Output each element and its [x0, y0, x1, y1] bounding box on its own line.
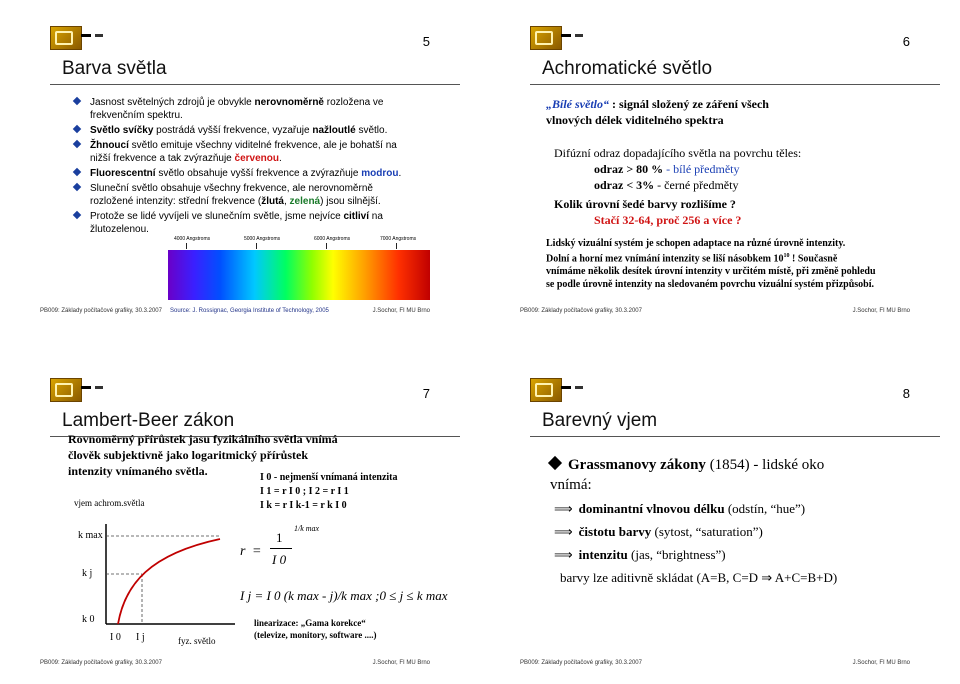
diamond-bullet-icon: [548, 456, 562, 470]
text-line: Stačí 32-64, proč 256 a více ?: [594, 213, 742, 227]
footer-course: PB009: Základy počítačové grafiky, 30.3.2007: [520, 308, 642, 314]
i0-axis-label: I 0: [110, 632, 121, 643]
text-line: ⟹ intenzitu (jas, “brightness”): [554, 547, 726, 562]
text-line: Kolik úrovní šedé barvy rozlišíme ?: [554, 197, 736, 211]
list-item: Žhnoucí světlo emituje všechny viditelné frekvence, ale je bohatší na nižší frekvence a tak zvýrazňuje červenou.: [74, 139, 414, 165]
diamond-bullet-icon: [73, 97, 81, 105]
spectrum-tick: [396, 243, 397, 249]
list-item: Jasnost světelných zdrojů je obvykle nerovnoměrně rozložena ve frekvenčním spektru.: [74, 96, 414, 122]
response-curve: [118, 539, 220, 624]
text-line: I 0 - nejmenší vnímaná intenzita: [260, 472, 398, 483]
kmax-label: k max: [78, 530, 103, 541]
list-item: Světlo svíčky postrádá vyšší frekvence, vyzařuje nažloutlé světlo.: [74, 124, 414, 137]
text-line: se podle úrovně intenzity na sledovaném povrchu vizuální systém přizpůsobí.: [546, 279, 874, 290]
slide-title: Lambert-Beer zákon: [62, 410, 235, 431]
page-number: 5: [422, 34, 430, 49]
text-line: Lidský vizuální systém je schopen adaptace na různé úrovně intenzity.: [546, 238, 846, 249]
formula-r: r = 1 I 0 1/k max: [240, 524, 320, 567]
visible-spectrum: [168, 250, 430, 300]
text-line: „Bílé světlo“ : signál složený ze záření všech: [546, 97, 769, 111]
footer-source: Source: J. Rossignac, Georgia Institute of Technology, 2005: [170, 308, 329, 314]
slide-title: Barevný vjem: [542, 410, 658, 431]
footer-course: PB009: Základy počítačové grafiky, 30.3.2007: [40, 660, 162, 666]
footer-author: J.Sochor, FI MU Brno: [372, 308, 430, 314]
text-line: ⟹ čistotu barvy (sytost, “saturation”): [554, 524, 763, 539]
spectrum-figure: [168, 236, 430, 296]
logo-icon: [530, 378, 562, 402]
list-item: Sluneční světlo obsahuje všechny frekvence, ale nerovnoměrně rozložené intenzity: střední frekvence (žlutá, zelená) jsou silnější.: [74, 182, 414, 208]
text-line: vnímáme několik desítek úrovní intenzity v určitém místě, při změně pohledu: [546, 266, 876, 277]
x-axis-label: fyz. světlo: [178, 636, 216, 646]
diamond-bullet-icon: [73, 211, 81, 219]
kj-label: k j: [82, 568, 93, 579]
page-number: 6: [902, 34, 910, 49]
k0-label: k 0: [82, 614, 95, 625]
diamond-bullet-icon: [73, 125, 81, 133]
diamond-bullet-icon: [73, 140, 81, 148]
spectrum-label: 6000 Angstroms: [314, 236, 351, 242]
footer-author: J.Sochor, FI MU Brno: [852, 660, 910, 666]
spectrum-tick: [326, 243, 327, 249]
spectrum-label: 7000 Angstroms: [380, 236, 417, 242]
footer-author: J.Sochor, FI MU Brno: [852, 308, 910, 314]
text-line: odraz < 3% - černé předměty: [594, 178, 739, 192]
title-rule: [50, 84, 460, 85]
text-line: I k = r I k-1 = r k I 0: [260, 500, 347, 511]
text-line: intenzity vnímaného světla.: [68, 464, 208, 478]
arrow-icon: ⟹: [554, 501, 573, 516]
text-line: Grassmanovy zákony (1854) - lidské oko: [550, 457, 824, 474]
footer-course: PB009: Základy počítačové grafiky, 30.3.2007: [520, 660, 642, 666]
logo-icon: [530, 26, 562, 50]
text-line: Difúzní odraz dopadajícího světla na povrchu těles:: [554, 146, 802, 160]
footer-author: J.Sochor, FI MU Brno: [372, 660, 430, 666]
slide-6: [490, 4, 940, 326]
text-line: odraz > 80 % - bílé předměty: [594, 162, 740, 176]
spectrum-tick: [256, 243, 257, 249]
page-number: 7: [422, 386, 430, 401]
page-number: 8: [902, 386, 910, 401]
logo-icon: [50, 26, 82, 50]
text-line: linearizace: „Gama korekce“: [254, 618, 366, 628]
spectrum-label: 4000 Angstroms: [174, 236, 211, 242]
text-line: I 1 = r I 0 ; I 2 = r I 1: [260, 486, 349, 497]
spectrum-label: 5000 Angstroms: [244, 236, 281, 242]
text-line: vlnových délek viditelného spektra: [546, 113, 724, 127]
diamond-bullet-icon: [73, 183, 81, 191]
title-rule: [530, 84, 940, 85]
text-line: Dolní a horní mez vnímání intenzity se liší násobkem $10^{10}$ ! Současně: [546, 253, 838, 265]
text-line: člověk subjektivně jako logaritmický přírůstek: [68, 448, 308, 462]
arrow-icon: ⟹: [554, 524, 573, 539]
title-rule: [530, 436, 940, 437]
text-line: ⟹ dominantní vlnovou délku (odstín, “hue”): [554, 501, 806, 516]
slide-5: [10, 4, 460, 326]
slide-8: [490, 356, 940, 678]
y-axis-label: vjem achrom.světla: [74, 498, 145, 508]
list-item: Protože se lidé vyvíjeli ve slunečním světle, jsme nejvíce citliví na žlutozelenou.: [74, 210, 414, 236]
formula-ij: I j = I 0 (k max - j)/k max ;0 ≤ j ≤ k max: [240, 588, 448, 603]
text-line: barvy lze aditivně skládat (A=B, C=D ⇒ A+C=B+D): [560, 570, 838, 585]
ij-axis-label: I j: [136, 632, 145, 643]
logo-icon: [50, 378, 82, 402]
slide-7: [10, 356, 460, 678]
bullet-list: [74, 96, 414, 238]
spectrum-tick: [186, 243, 187, 249]
arrow-icon: ⟹: [554, 547, 573, 562]
text-line: (televize, monitory, software ....): [254, 630, 377, 640]
slide-title: Barva světla: [62, 58, 167, 79]
diamond-bullet-icon: [73, 168, 81, 176]
text-line: Rovnoměrný přírůstek jasu fyzikálního světla vnímá: [68, 432, 338, 446]
footer-course: PB009: Základy počítačové grafiky, 30.3.2007: [40, 308, 162, 314]
list-item: Fluorescentní světlo obsahuje vyšší frekvence a zvýrazňuje modrou.: [74, 167, 414, 180]
slide-title: Achromatické světlo: [542, 58, 713, 79]
text-line: vnímá:: [550, 477, 592, 493]
